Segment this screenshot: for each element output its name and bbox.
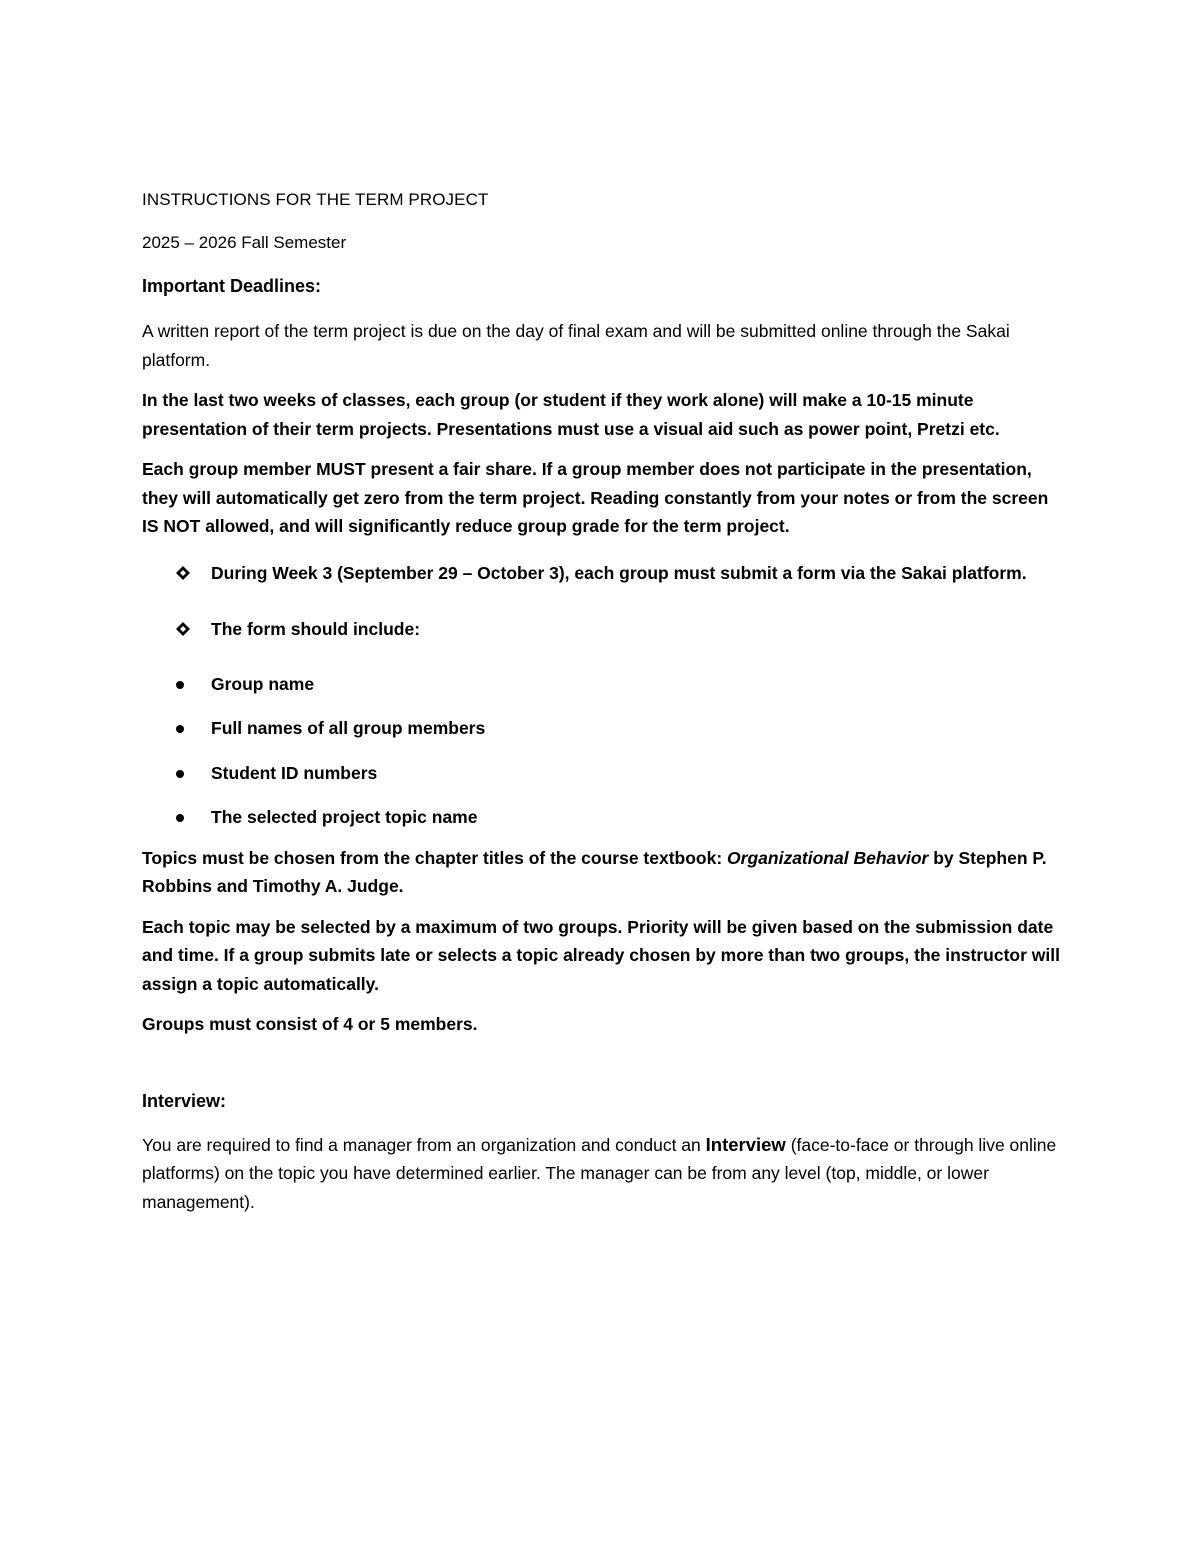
list-item xyxy=(142,803,1062,832)
document-page xyxy=(142,188,1062,1228)
semester-line: 2025 – 2026 Fall Semester xyxy=(142,233,347,252)
diamond-item-text: The form should include: xyxy=(211,619,421,639)
groups-paragraph: Groups must consist of 4 or 5 members. xyxy=(142,1014,478,1034)
presentation-paragraph: In the last two weeks of classes, each group (or student if they work alone) will make a 10-15 minute presentation of their term projects. Presentations must use a visual aid such as power point, Pretzi etc. xyxy=(142,390,1000,439)
interview-heading: Interview: xyxy=(142,1090,227,1111)
document-title: INSTRUCTIONS FOR THE TERM PROJECT xyxy=(142,190,489,209)
report-paragraph: A written report of the term project is due on the day of final exam and will be submitted online through the Sakai platform. xyxy=(142,321,1010,370)
bullet-dot-icon xyxy=(176,770,184,778)
bullet-dot-icon xyxy=(176,681,184,689)
bullet-dot-icon xyxy=(176,814,184,822)
priority-paragraph: Each topic may be selected by a maximum of two groups. Priority will be given based on the submission date and time. If a group submits late or selects a topic already chosen by more than two groups, the instructor will assign a topic automatically. xyxy=(142,916,1060,994)
list-item-text: Full names of all group members xyxy=(211,718,486,738)
diamond-bullet-icon xyxy=(176,566,190,580)
list-item xyxy=(142,759,1062,788)
diamond-item-text: During Week 3 (September 29 – October 3), each group must submit a form via the Sakai platform. xyxy=(211,562,1027,583)
diamond-bullet-icon xyxy=(176,622,190,636)
interview-paragraph xyxy=(142,1131,1062,1217)
interview-prefix: You are required to find a manager from an organization and conduct an xyxy=(142,1134,706,1155)
textbook-title: Organizational Behavior xyxy=(727,847,929,868)
interview-keyword: Interview xyxy=(705,1133,786,1155)
list-item-text: Group name xyxy=(211,673,315,694)
list-item-text: The selected project topic name xyxy=(211,807,478,827)
fair-share-paragraph: Each group member MUST present a fair share. If a group member does not participate in the presentation, they will automatically get zero from the term project. Reading constantly from your notes or from the screen IS NOT allowed, and will significantly reduce group grade for the term project. xyxy=(142,459,1049,536)
list-item-text: Student ID numbers xyxy=(211,762,378,783)
list-item xyxy=(142,714,1062,743)
topics-prefix: Topics must be chosen from the chapter titles of the course textbook: xyxy=(142,847,728,868)
diamond-item-form-submission xyxy=(142,559,1062,588)
list-item xyxy=(142,670,1062,699)
diamond-item-form-include xyxy=(142,615,1062,644)
interview-suffix: (face-to-face or through live online platforms) on the topic you have determined earlier. The manager can be from any level (top, middle, or lower management). xyxy=(142,1134,1057,1212)
topics-suffix: by Stephen P. Robbins and Timothy A. Judge. xyxy=(142,847,1047,896)
topics-paragraph xyxy=(142,844,1062,901)
form-items-list xyxy=(142,670,1062,832)
bullet-dot-icon xyxy=(176,725,184,733)
deadlines-heading: Important Deadlines: xyxy=(142,276,322,296)
diamond-list xyxy=(142,559,1062,644)
